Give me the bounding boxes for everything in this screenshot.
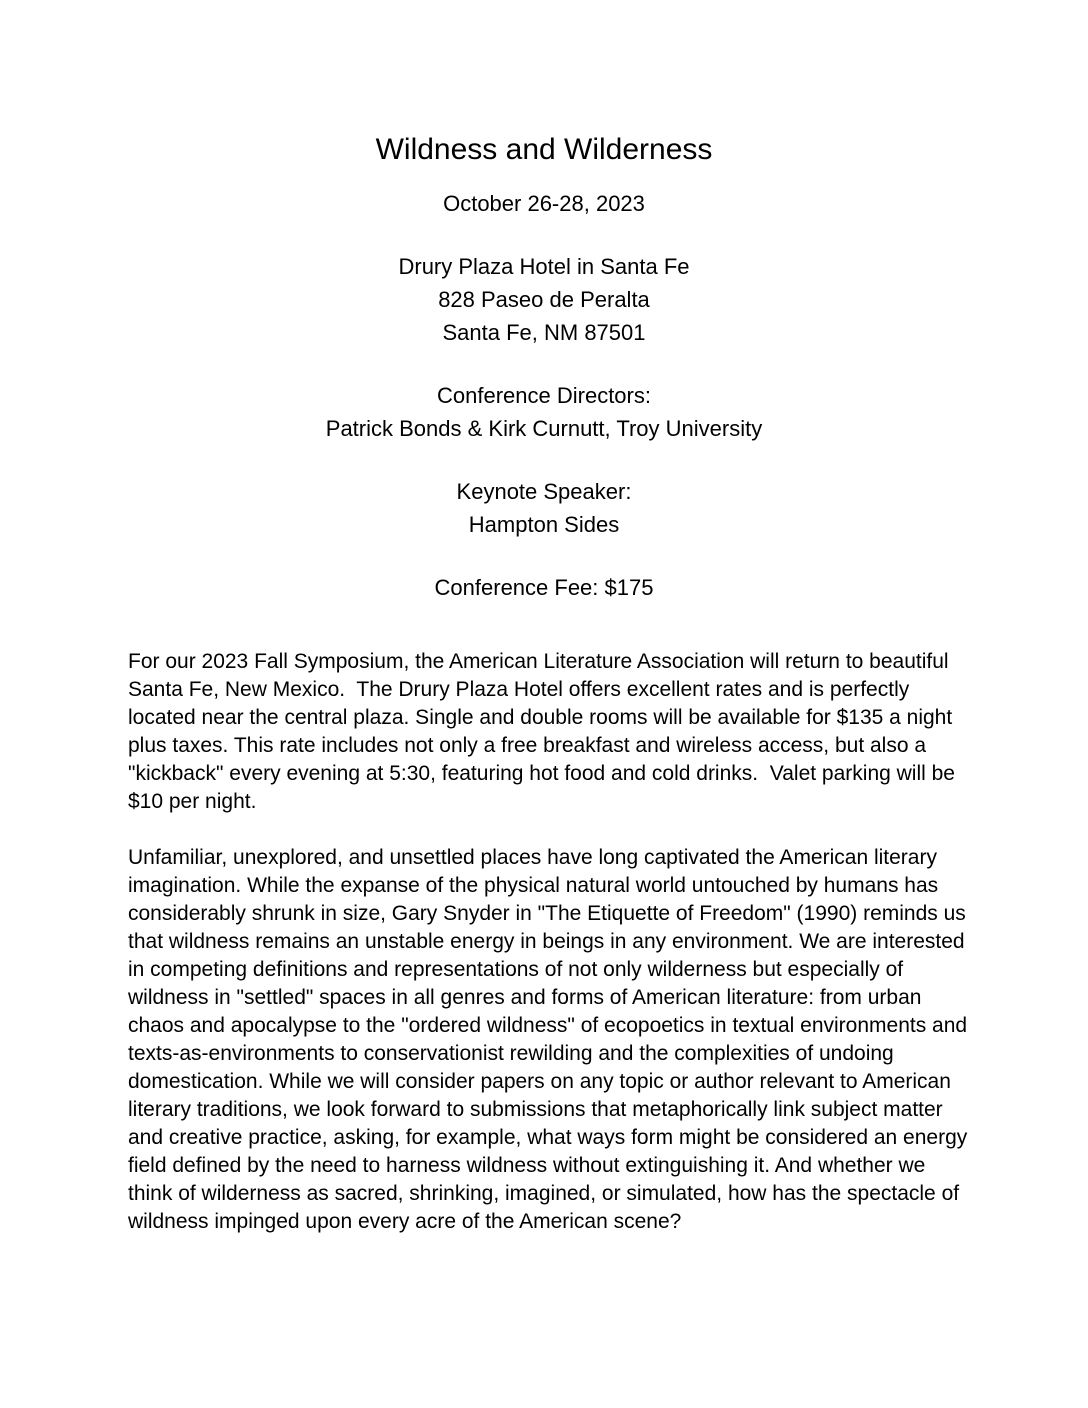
paragraph-hotel-info: For our 2023 Fall Symposium, the American Literature Association will return to beautiful Santa Fe, New Mexico. The Drury Plaza Hotel offers excellent rates and is perfectly located near the central plaza. Single and double rooms will be available for $135 a night plus taxes. This rate includes not only a free breakfast and wireless access, but also a "kickback" every evening at 5:30, featuring hot food and cold drinks. Valet parking will be $10 per night. xyxy=(128,650,961,813)
directors-block xyxy=(0,379,1088,445)
conference-fee-line: Conference Fee: $175 xyxy=(434,575,654,600)
keynote-block xyxy=(0,475,1088,541)
directors-names: Patrick Bonds & Kirk Curnutt, Troy University xyxy=(325,416,763,441)
directors-label: Conference Directors: xyxy=(437,383,651,408)
venue-street: 828 Paseo de Peralta xyxy=(438,287,650,312)
keynote-label: Keynote Speaker: xyxy=(456,479,632,504)
page-title: Wildness and Wilderness xyxy=(375,133,713,166)
body-copy xyxy=(128,648,973,1236)
venue-name: Drury Plaza Hotel in Santa Fe xyxy=(398,254,690,279)
paragraph-call-for-papers: Unfamiliar, unexplored, and unsettled places have long captivated the American literary imagination. While the expanse of the physical natural world untouched by humans has considerably shrunk in size, Gary Snyder in "The Etiquette of Freedom" (1990) reminds us that wildness remains an unstable energy in beings in any environment. We are interested in competing definitions and representations of not only wilderness but especially of wildness in "settled" spaces in all genres and forms of American literature: from urban chaos and apocalypse to the "ordered wildness" of ecopoetics in textual environments and texts-as-environments to conservationist rewilding and the complexities of undoing domestication. While we will consider papers on any topic or author relevant to American literary traditions, we look forward to submissions that metaphorically link subject matter and creative practice, asking, for example, what ways form might be considered an energy field defined by the need to harness wildness without extinguishing it. And whether we think of wilderness as sacred, shrinking, imagined, or simulated, how has the spectacle of wildness impinged upon every acre of the American scene? xyxy=(128,846,974,1233)
keynote-speaker-name: Hampton Sides xyxy=(468,512,620,537)
fee-block xyxy=(0,571,1088,604)
venue-block xyxy=(0,250,1088,349)
date-line: October 26-28, 2023 xyxy=(443,191,645,216)
venue-city-state-zip: Santa Fe, NM 87501 xyxy=(442,320,646,345)
